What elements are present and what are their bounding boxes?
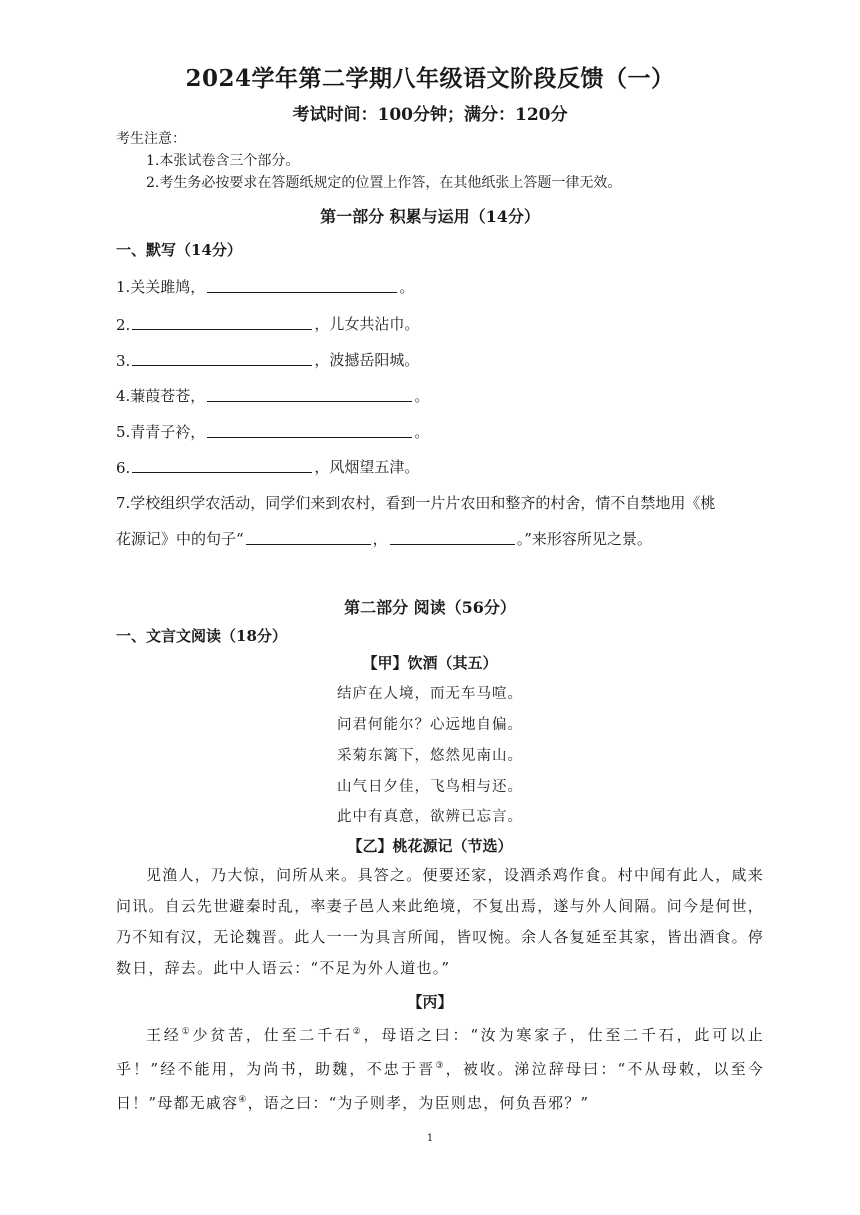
poem-line: 问君何能尔？心远地自偏。: [337, 717, 523, 733]
answer-blank[interactable]: [246, 543, 371, 545]
answer-blank[interactable]: [132, 328, 312, 330]
poem-line: 此中有真意，欲辨已忘言。: [337, 809, 523, 825]
part1-heading: 第一部分 积累与运用（14分）: [320, 207, 540, 226]
question-prefix: 花源记》中的句子“: [116, 530, 244, 548]
answer-blank[interactable]: [207, 291, 397, 293]
passage-bing-segment: ，被收。涕泣辞母曰：“不从母敕，以至今日！”母都无戚容: [116, 1060, 764, 1112]
footnote-marker: ①: [181, 1027, 193, 1037]
part2-heading: 第二部分 阅读（56分）: [344, 598, 516, 617]
footnote-marker: ③: [435, 1061, 446, 1071]
question-3: [116, 349, 419, 370]
question-prefix: 6.: [116, 459, 131, 477]
part2-section-heading: 一、文言文阅读（18分）: [116, 627, 287, 645]
question-prefix: 4.蒹葭苍苍，: [116, 387, 206, 405]
question-suffix: 。: [414, 423, 430, 441]
question-suffix: ，波撼岳阳城。: [314, 351, 420, 369]
answer-blank[interactable]: [132, 364, 312, 366]
passage-bing-segment: ，母语之曰：“汝为寒家子，仕至二千石，此可以止乎！”经不能用，为尚书，助魏，不忠于晋: [116, 1026, 764, 1078]
footnote-marker: ②: [352, 1027, 364, 1037]
passage-bing-title: 【丙】: [407, 993, 453, 1011]
question-mid: ，: [372, 530, 388, 548]
passage-yi-title: 【乙】桃花源记（节选）: [347, 837, 513, 855]
poem-line: 采菊东篱下，悠然见南山。: [337, 748, 523, 764]
part1-section-heading: 一、默写（14分）: [116, 241, 242, 259]
question-prefix: 5.青青子衿，: [116, 423, 206, 441]
passage-bing-segment: 王经: [146, 1026, 182, 1044]
passage-bing-text: [116, 1017, 764, 1119]
question-7-line2: [116, 528, 652, 549]
poem-line: 结庐在人境，而无车马喧。: [337, 686, 523, 702]
footnote-marker: ④: [238, 1095, 248, 1105]
question-6: [116, 456, 419, 477]
question-7-line1: 7.学校组织学农活动，同学们来到农村，看到一片片农田和整齐的村舍，情不自禁地用《桃: [116, 494, 716, 512]
exam-title: 2024学年第二学期八年级语文阶段反馈（一）: [185, 65, 675, 92]
poem-jia-title: 【甲】饮酒（其五）: [362, 654, 498, 672]
question-5: [116, 421, 429, 442]
question-prefix: 2.: [116, 316, 131, 334]
question-suffix: 。: [399, 278, 415, 296]
passage-bing-segment: 少贫苦，仕至二千石: [192, 1026, 353, 1044]
poem-line: 山气日夕佳，飞鸟相与还。: [337, 779, 523, 795]
question-2: [116, 313, 419, 334]
answer-blank[interactable]: [132, 471, 312, 473]
question-suffix: ，儿女共沾巾。: [314, 315, 420, 333]
notice-item: 1.本张试卷含三个部分。: [146, 153, 300, 169]
passage-yi-text: 见渔人，乃大惊，问所从来。具答之。便要还家，设酒杀鸡作食。村中闻有此人，咸来问讯。自云先世避秦时乱，率妻子邑人来此绝境，不复出焉，遂与外人间隔。问今是何世，乃不知有汉，无论魏晋。此人一一为具言所闻，皆叹惋。余人各复延至其家，皆出酒食。停数日，辞去。此中人语云：“不足为外人道也。”: [116, 866, 765, 977]
question-prefix: 1.关关雎鸠，: [116, 278, 206, 296]
answer-blank[interactable]: [207, 400, 412, 402]
answer-blank[interactable]: [390, 543, 515, 545]
notice-heading: 考生注意：: [116, 131, 186, 147]
question-1: [116, 276, 414, 297]
answer-blank[interactable]: [207, 436, 412, 438]
question-suffix: ，风烟望五津。: [314, 458, 420, 476]
question-suffix: 。”来形容所见之景。: [516, 530, 652, 548]
notice-item: 2.考生务必按要求在答题纸规定的位置上作答，在其他纸张上答题一律无效。: [146, 175, 622, 191]
question-4: [116, 385, 429, 406]
passage-bing-segment: ，语之曰：“为子则孝，为臣则忠，何负吾邪？”: [247, 1094, 590, 1112]
question-prefix: 3.: [116, 352, 131, 370]
question-suffix: 。: [414, 387, 430, 405]
page-number: 1: [426, 1133, 434, 1144]
exam-subtitle: 考试时间：100分钟；满分：120分: [292, 105, 568, 125]
